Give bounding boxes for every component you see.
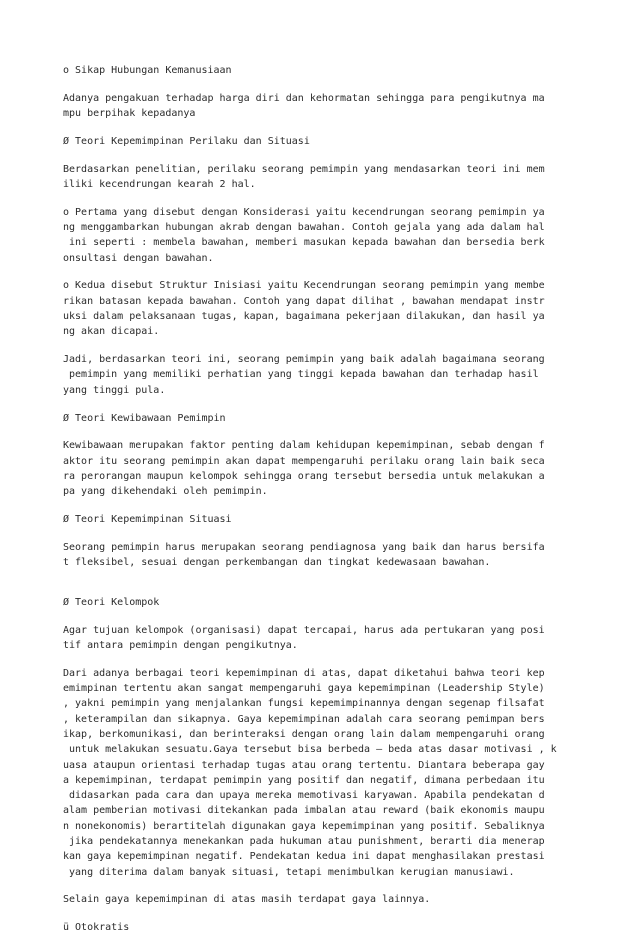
text-line: Adanya pengakuan terhadap harga diri dan kehormatan sehingga para pengikutnya ma — [63, 92, 545, 104]
text-line: jika pendekatannya menekankan pada hukuman atau punishment, berarti dia menerap — [63, 836, 545, 848]
text-line: ng akan dicapai. — [63, 326, 160, 338]
text-line: Ø Teori Kepemimpinan Perilaku dan Situasi — [63, 135, 310, 147]
paragraph — [63, 920, 583, 935]
text-line: pemimpin yang memiliki perhatian yang tinggi kepada bawahan dan terhadap hasil — [63, 369, 539, 381]
text-line: pa yang dikehendaki oleh pemimpin. — [63, 486, 268, 498]
paragraph — [63, 411, 583, 426]
text-line: Seorang pemimpin harus merupakan seorang pendiagnosa yang baik dan harus bersifa — [63, 541, 545, 553]
text-line: aktor itu seorang pemimpin akan dapat mempengaruhi perilaku orang lain baik seca — [63, 455, 545, 467]
paragraph — [63, 352, 583, 398]
text-line: yang tinggi pula. — [63, 384, 166, 396]
text-line: , yakni pemimpin yang menjalankan fungsi kepemimpinannya dengan segenap filsafat — [63, 698, 545, 710]
text-line: didasarkan pada cara dan upaya mereka memotivasi karyawan. Apabila pendekatan d — [63, 790, 545, 802]
paragraph — [63, 162, 583, 193]
text-line: kan gaya kepemimpinan negatif. Pendekatan kedua ini dapat menghasilakan prestasi — [63, 851, 545, 863]
text-line: Selain gaya kepemimpinan di atas masih terdapat gaya lainnya. — [63, 894, 431, 906]
paragraph — [63, 512, 583, 527]
paragraph — [63, 134, 583, 149]
text-line: uasa ataupun orientasi terhadap tugas atau orang tertentu. Diantara beberapa gay — [63, 759, 545, 771]
text-line: mpu berpihak kepadanya — [63, 108, 196, 120]
text-line: a kepemimpinan, terdapat pemimpin yang positif dan negatif, dimana perbedaan itu — [63, 774, 545, 786]
text-line: yang diterima dalam banyak situasi, tetapi menimbulkan kerugian manusiawi. — [63, 866, 515, 878]
text-line: uksi dalam pelaksanaan tugas, kapan, bagaimana pekerjaan dilakukan, dan hasil ya — [63, 311, 545, 323]
text-line: , keterampilan dan sikapnya. Gaya kepemimpinan adalah cara seorang pemimpan bers — [63, 713, 545, 725]
text-line: rikan batasan kepada bawahan. Contoh yang dapat dilihat , bawahan mendapat instr — [63, 295, 545, 307]
text-line: onsultasi dengan bawahan. — [63, 252, 214, 264]
text-line: emimpinan tertentu akan sangat mempengaruhi gaya kepemimpinan (Leadership Style) — [63, 683, 545, 695]
paragraph — [63, 666, 583, 880]
paragraph — [63, 623, 583, 654]
document-body — [63, 63, 583, 948]
text-line: ng menggambarkan hubungan akrab dengan bawahan. Contoh gejala yang ada dalam hal — [63, 222, 545, 234]
paragraph — [63, 438, 583, 499]
text-line: o Kedua disebut Struktur Inisiasi yaitu Kecendrungan seorang pemimpin yang membe — [63, 280, 545, 292]
text-line: Berdasarkan penelitian, perilaku seorang pemimpin yang mendasarkan teori ini mem — [63, 163, 545, 175]
text-line: o Pertama yang disebut dengan Konsiderasi yaitu kecendrungan seorang pemimpin ya — [63, 206, 545, 218]
text-line: Ø Teori Kelompok — [63, 596, 160, 608]
text-line: Kewibawaan merupakan faktor penting dalam kehidupan kepemimpinan, sebab dengan f — [63, 440, 545, 452]
paragraph — [63, 278, 583, 339]
text-line: ikap, berkomunikasi, dan berinteraksi dengan orang lain dalam mempengaruhi orang — [63, 729, 545, 740]
paragraph — [63, 595, 583, 610]
text-line: tif antara pemimpin dengan pengikutnya. — [63, 640, 298, 652]
text-line: n nonekonomis) berartitelah digunakan gaya kepemimpinan yang positif. Sebaliknya — [63, 820, 545, 832]
text-line: Ø Teori Kepemimpinan Situasi — [63, 514, 232, 526]
text-line: Agar tujuan kelompok (organisasi) dapat tercapai, harus ada pertukaran yang posi — [63, 624, 545, 636]
paragraph — [63, 540, 583, 571]
text-line: iliki kecendrungan kearah 2 hal. — [63, 178, 256, 190]
paragraph — [63, 205, 583, 266]
paragraph-spacer — [63, 583, 583, 595]
text-line: o Sikap Hubungan Kemanusiaan — [63, 65, 232, 76]
paragraph — [63, 91, 583, 122]
text-line: Dari adanya berbagai teori kepemimpinan di atas, dapat diketahui bahwa teori kep — [63, 667, 545, 679]
paragraph — [63, 63, 583, 78]
text-line: Jadi, berdasarkan teori ini, seorang pemimpin yang baik adalah bagaimana seorang — [63, 354, 545, 366]
text-line: t fleksibel, sesuai dengan perkembangan dan tingkat kedewasaan bawahan. — [63, 557, 491, 569]
text-line: alam pemberian motivasi ditekankan pada imbalan atau reward (baik ekonomis maupu — [63, 805, 545, 817]
paragraph — [63, 892, 583, 907]
text-line: ra perorangan maupun kelompok sehingga orang tersebut bersedia untuk melakukan a — [63, 470, 545, 482]
text-line: untuk melakukan sesuatu.Gaya tersebut bisa berbeda – beda atas dasar motivasi , k — [63, 744, 557, 756]
text-line: ini seperti : membela bawahan, memberi masukan kepada bawahan dan bersedia berk — [63, 237, 545, 249]
text-line: Ø Teori Kewibawaan Pemimpin — [63, 412, 226, 424]
text-line: ü Otokratis — [63, 922, 130, 934]
